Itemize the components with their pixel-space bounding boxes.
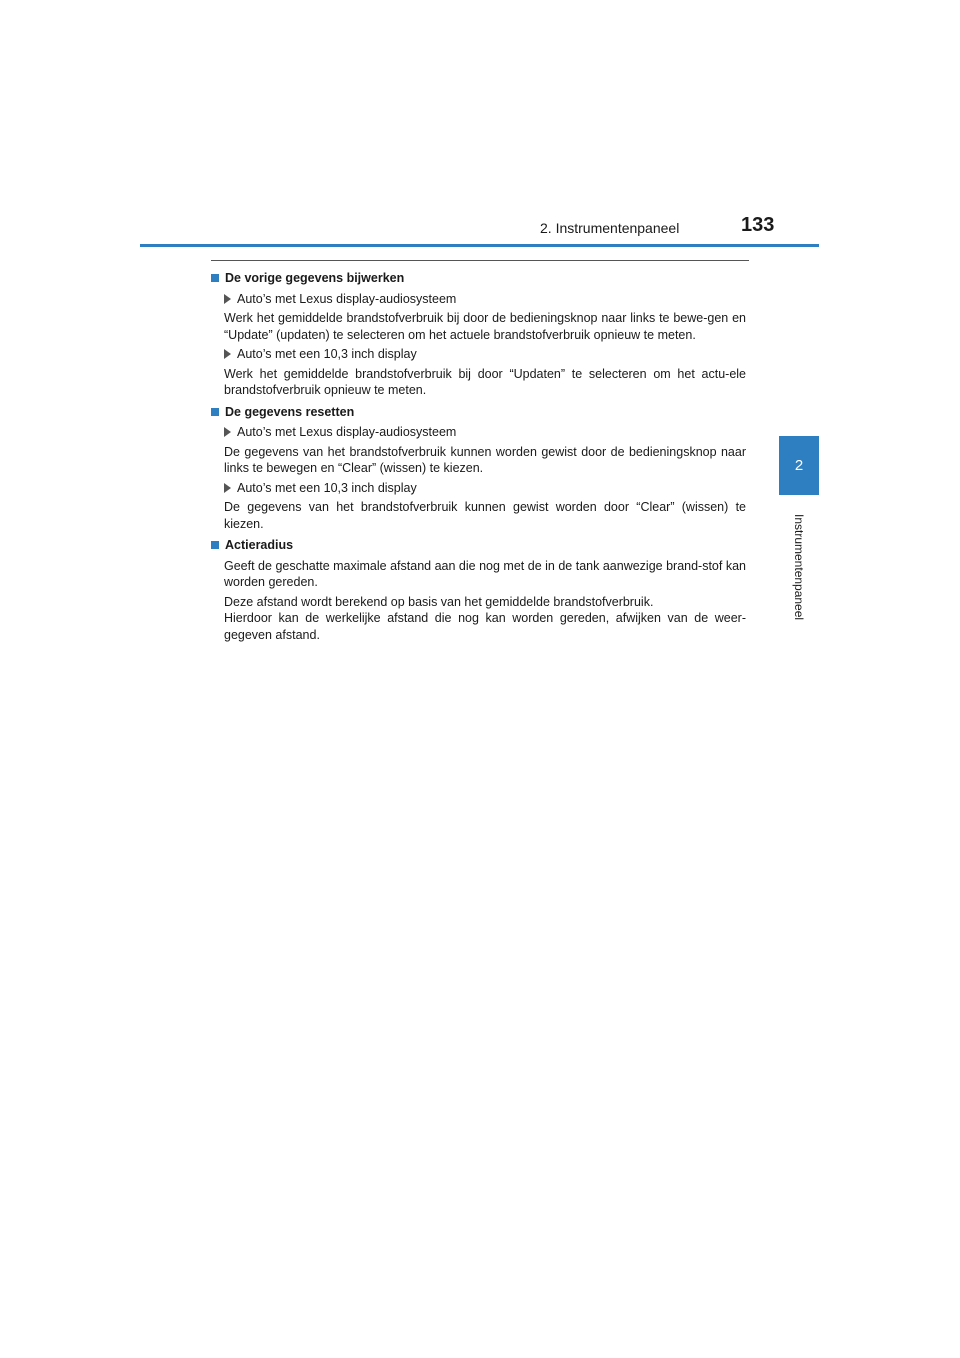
- chapter-tab: [779, 436, 819, 495]
- square-bullet-icon: [211, 541, 219, 549]
- subheading: [224, 480, 746, 497]
- header-rule: [140, 244, 819, 247]
- subheading-text: Auto’s met een 10,3 inch display: [237, 347, 417, 361]
- paragraph: Hierdoor kan de werkelijke afstand die nog kan worden gereden, afwijken van de weer-gegeven afstand.: [224, 611, 746, 642]
- section-heading: [211, 537, 746, 554]
- subheading-text: Auto’s met Lexus display-audiosysteem: [237, 425, 457, 439]
- content-top-rule: [211, 260, 749, 261]
- triangle-bullet-icon: [224, 349, 231, 359]
- paragraph: Werk het gemiddelde brandstofverbruik bij door “Updaten” te selecteren om het actu-ele brandstofverbruik opnieuw te meten.: [224, 366, 746, 397]
- section-heading: [211, 404, 746, 421]
- chapter-tab-label-text: Instrumentenpaneel: [792, 514, 806, 621]
- chapter-title: 2. Instrumentenpaneel: [540, 220, 680, 236]
- section-heading-text: De vorige gegevens bijwerken: [225, 271, 405, 285]
- paragraph: De gegevens van het brandstofverbruik kunnen worden gewist door de bedieningsknop naar links te bewegen en “Clear” (wissen) te kiezen.: [224, 444, 746, 475]
- triangle-bullet-icon: [224, 294, 231, 304]
- triangle-bullet-icon: [224, 483, 231, 493]
- page-content: [211, 270, 746, 646]
- subheading: [224, 291, 746, 308]
- subheading-text: Auto’s met een 10,3 inch display: [237, 480, 417, 495]
- subheading: [224, 346, 746, 363]
- page-number: 133: [741, 214, 775, 236]
- subheading-text: Auto’s met Lexus display-audiosysteem: [237, 291, 457, 306]
- paragraph: De gegevens van het brandstofverbruik kunnen gewist worden door “Clear” (wissen) te kiezen.: [224, 500, 746, 531]
- triangle-bullet-icon: [224, 427, 231, 437]
- chapter-tab-label: [780, 505, 818, 630]
- square-bullet-icon: [211, 408, 219, 416]
- paragraph: Deze afstand wordt berekend op basis van het gemiddelde brandstofverbruik.: [224, 594, 654, 609]
- subheading: [224, 424, 746, 441]
- chapter-tab-number: 2: [794, 457, 804, 474]
- section-heading-text: Actieradius: [225, 538, 294, 552]
- section-heading-text: De gegevens resetten: [225, 404, 355, 419]
- paragraph: Werk het gemiddelde brandstofverbruik bij door de bedieningsknop naar links te bewe-gen en “Update” (updaten) te selecteren om het actuele brandstofverbruik opnieuw te meten.: [224, 311, 746, 342]
- paragraph: Geeft de geschatte maximale afstand aan die nog met de in de tank aanwezige brand-stof kan worden gereden.: [224, 558, 746, 589]
- section-heading: [211, 270, 746, 287]
- square-bullet-icon: [211, 274, 219, 282]
